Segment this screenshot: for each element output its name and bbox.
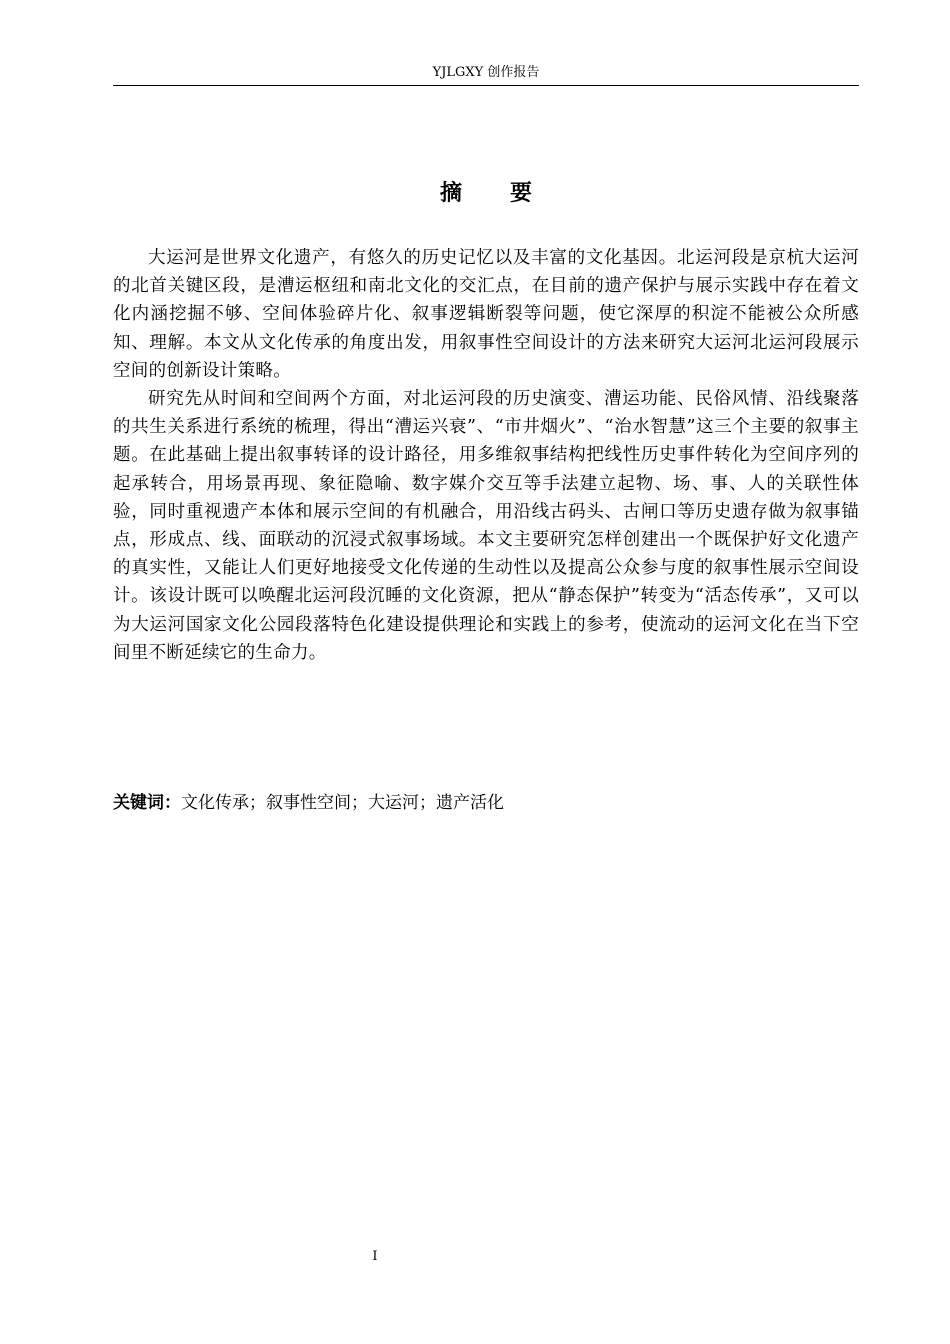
keywords: [113, 789, 859, 817]
abstract-paragraph-2: 研究先从时间和空间两个方面，对北运河段的历史演变、漕运功能、民俗风情、沿线聚落的共生关系进行系统的梳理，得出“漕运兴衰”、“市井烟火”、“治水智慧”这三个主要的叙事主题。在此基础上提出叙事转译的设计路径，用多维叙事结构把线性历史事件转化为空间序列的起承转合，用场景再现、象征隐喻、数字媒介交互等手法建立起物、场、事、人的关联性体验，同时重视遗产本体和展示空间的有机融合，用沿线古码头、古闸口等历史遗存做为叙事锚点，形成点、线、面联动的沉浸式叙事场域。本文主要研究怎样创建出一个既保护好文化遗产的真实性，又能让人们更好地接受文化传递的生动性以及提高公众参与度的叙事性展示空间设计。该设计既可以唤醒北运河段沉睡的文化资源，把从“静态保护”转变为“活态传承”，又可以为大运河国家文化公园段落特色化建设提供理论和实践上的参考，使流动的运河文化在当下空间里不断延续它的生命力。: [113, 389, 859, 663]
header-rule: [113, 85, 859, 86]
abstract-body: [113, 244, 859, 667]
abstract-paragraph-1: 大运河是世界文化遗产，有悠久的历史记忆以及丰富的文化基因。北运河段是京杭大运河的北首关键区段，是漕运枢纽和南北文化的交汇点，在目前的遗产保护与展示实践中存在着文化内涵挖掘不够、空间体验碎片化、叙事逻辑断裂等问题，使它深厚的积淀不能被公众所感知、理解。本文从文化传承的角度出发，用叙事性空间设计的方法来研究大运河北运河段展示空间的创新设计策略。: [113, 248, 859, 381]
keywords-value: 文化传承；叙事性空间；大运河；遗产活化: [181, 793, 504, 813]
keywords-label: 关键词：: [113, 793, 181, 813]
page-number: I: [372, 1249, 378, 1264]
page-title: 摘要: [439, 181, 580, 206]
page-header: YJLGXY 创作报告: [432, 65, 540, 80]
